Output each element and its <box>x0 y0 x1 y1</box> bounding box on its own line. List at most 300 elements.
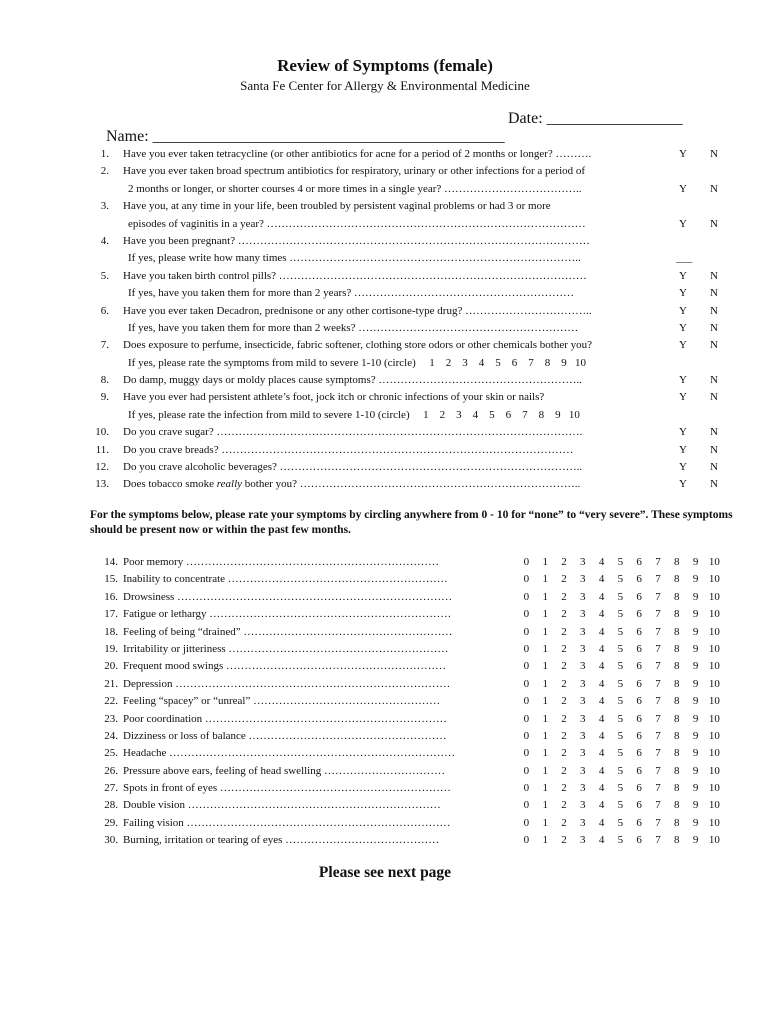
symptom-row <box>0 797 770 814</box>
yes-option[interactable]: Y <box>679 461 687 474</box>
symptom-number: 30. <box>104 834 118 847</box>
rating-option[interactable]: 6 <box>636 782 642 795</box>
rating-option[interactable]: 1 <box>542 834 548 847</box>
rating-option[interactable]: 9 <box>692 834 699 847</box>
scale-option[interactable]: 7 <box>522 408 528 421</box>
rating-option[interactable]: 0 <box>523 799 530 812</box>
rating-option[interactable]: 6 <box>636 712 642 725</box>
rating-option[interactable]: 1 <box>542 677 548 690</box>
rating-option[interactable]: 8 <box>674 712 680 725</box>
rating-option[interactable]: 0 <box>523 834 530 847</box>
rating-option[interactable]: 0 <box>523 764 530 777</box>
rating-option[interactable]: 3 <box>580 695 586 708</box>
rating-option[interactable]: 9 <box>692 816 699 829</box>
rating-option[interactable]: 7 <box>655 677 661 690</box>
rating-option[interactable]: 8 <box>674 695 680 708</box>
rating-option[interactable]: 9 <box>692 712 699 725</box>
question-text: Does exposure to perfume, insecticide, fabric softener, clothing store odors or other chemicals bother you? <box>123 339 593 352</box>
rating-option[interactable]: 8 <box>674 782 680 795</box>
rating-option[interactable]: 9 <box>692 625 699 638</box>
yes-option[interactable]: Y <box>679 478 687 491</box>
rating-option[interactable]: 2 <box>561 799 567 812</box>
rating-option[interactable]: 9 <box>692 695 699 708</box>
rating-option[interactable]: 10 <box>708 764 720 777</box>
rating-option[interactable]: 8 <box>674 556 680 568</box>
rating-option[interactable]: 3 <box>580 660 586 673</box>
scale-option[interactable]: 1 <box>423 408 429 421</box>
question-text: Have you ever had persistent athlete’s foot, jock itch or chronic infections of your skin or nails? <box>123 391 545 404</box>
rating-option[interactable]: 0 <box>523 660 530 673</box>
rating-option[interactable]: 5 <box>617 695 624 708</box>
symptom-text: Drowsiness ………………………………………………………………… <box>123 590 453 603</box>
symptom-number: 16. <box>104 590 118 603</box>
rating-option[interactable]: 6 <box>636 677 642 690</box>
rating-option[interactable]: 0 <box>523 590 530 603</box>
rating-option[interactable]: 1 <box>542 712 548 725</box>
rating-option[interactable]: 1 <box>542 799 548 812</box>
question-number: 13. <box>95 478 109 491</box>
rating-option[interactable]: 7 <box>655 590 661 603</box>
question-text: Have you ever taken broad spectrum antibiotics for respiratory, urinary or other infections for a period of <box>123 165 586 178</box>
rating-option[interactable]: 8 <box>674 590 680 603</box>
rating-option[interactable]: 4 <box>598 556 605 568</box>
rating-option[interactable]: 2 <box>561 677 567 690</box>
no-option[interactable]: N <box>710 426 718 439</box>
question-text: Have you, at any time in your life, been troubled by persistent vaginal problems or had 3 or more <box>123 200 551 213</box>
rating-option[interactable]: 10 <box>708 573 720 586</box>
rating-option[interactable]: 3 <box>580 642 586 655</box>
rating-option[interactable]: 9 <box>692 608 699 621</box>
no-option[interactable]: N <box>710 304 718 317</box>
yes-option[interactable]: Y <box>679 339 687 352</box>
rating-option[interactable]: 7 <box>655 573 661 586</box>
no-option[interactable]: N <box>710 321 718 334</box>
question-text: If yes, have you taken them for more than 2 years? …………………………………………………… <box>128 287 575 300</box>
rating-option[interactable]: 10 <box>708 625 720 638</box>
yes-option[interactable]: Y <box>679 269 687 282</box>
question-number: 5. <box>100 269 109 282</box>
symptom-rating-scale <box>517 711 724 728</box>
rating-option[interactable]: 3 <box>580 590 586 603</box>
rating-option[interactable]: 10 <box>708 799 720 812</box>
rating-option[interactable]: 6 <box>636 695 642 708</box>
scale-option[interactable]: 5 <box>495 356 501 369</box>
rating-option[interactable]: 6 <box>636 556 642 568</box>
rating-option[interactable]: 0 <box>523 816 530 829</box>
rating-option[interactable]: 9 <box>692 556 699 568</box>
rating-option[interactable]: 4 <box>598 625 605 638</box>
no-option[interactable]: N <box>710 374 718 387</box>
form-title: Review of Symptoms (female) <box>277 56 493 75</box>
rating-option[interactable]: 6 <box>636 590 642 603</box>
yes-option[interactable]: Y <box>679 287 687 300</box>
rating-option[interactable]: 8 <box>674 573 680 586</box>
rating-option[interactable]: 7 <box>655 660 661 673</box>
rating-option[interactable]: 9 <box>692 642 699 655</box>
rating-option[interactable]: 3 <box>580 747 586 760</box>
no-option[interactable]: N <box>710 182 718 195</box>
rating-option[interactable]: 4 <box>598 782 605 795</box>
rating-option[interactable]: 1 <box>542 642 548 655</box>
scale-option[interactable]: 6 <box>505 408 512 421</box>
rating-option[interactable]: 2 <box>561 834 567 847</box>
rating-option[interactable]: 3 <box>580 556 586 568</box>
rating-option[interactable]: 4 <box>598 573 605 586</box>
yes-option[interactable]: Y <box>679 426 687 439</box>
question-row <box>0 250 770 267</box>
rating-option[interactable]: 7 <box>655 782 661 795</box>
rating-option[interactable]: 5 <box>617 573 624 586</box>
rating-option[interactable]: 9 <box>692 677 699 690</box>
scale-option[interactable]: 3 <box>462 356 468 369</box>
question-text: Have you ever taken Decadron, prednisone or any other cortisone-type drug? …………………………….. <box>123 304 592 317</box>
no-option[interactable]: N <box>710 148 718 160</box>
yes-option[interactable]: Y <box>679 304 687 317</box>
scale-option[interactable]: 9 <box>561 356 567 369</box>
symptom-row <box>0 693 770 710</box>
symptom-text: Depression ………………………………………………………………… <box>123 677 451 690</box>
rating-option[interactable]: 0 <box>523 747 530 760</box>
rating-option[interactable]: 10 <box>708 677 720 690</box>
yes-option[interactable]: Y <box>679 443 687 456</box>
rating-option[interactable]: 10 <box>708 556 720 568</box>
question-row <box>0 303 770 320</box>
symptom-row <box>0 728 770 745</box>
no-option[interactable]: N <box>710 339 718 352</box>
rating-option[interactable]: 1 <box>542 729 548 742</box>
rating-option[interactable]: 8 <box>674 625 680 638</box>
rating-option[interactable]: 8 <box>674 799 680 812</box>
rating-option[interactable]: 7 <box>655 799 661 812</box>
scale-option[interactable]: 2 <box>439 408 446 421</box>
symptom-number: 22. <box>104 695 118 708</box>
rating-option[interactable]: 0 <box>523 608 530 621</box>
rating-option[interactable]: 4 <box>598 764 605 777</box>
rating-option[interactable]: 10 <box>708 590 720 603</box>
rating-option[interactable]: 0 <box>523 642 530 655</box>
rating-option[interactable]: 10 <box>708 834 720 847</box>
symptom-row <box>0 676 770 693</box>
question-row <box>0 268 770 285</box>
yes-option[interactable]: Y <box>679 321 687 334</box>
rating-option[interactable]: 10 <box>708 816 720 829</box>
rating-option[interactable]: 7 <box>655 764 661 777</box>
scale-option[interactable]: 6 <box>511 356 518 369</box>
scale-option[interactable]: 7 <box>528 356 534 369</box>
question-text: Do you crave sugar? ………………………………………………………………………………………. <box>123 426 583 439</box>
question-number: 9. <box>100 391 109 404</box>
rating-option[interactable]: 4 <box>598 695 605 708</box>
rating-option[interactable]: 1 <box>542 608 548 621</box>
scale-option[interactable]: 4 <box>472 408 479 421</box>
rating-option[interactable]: 5 <box>617 834 624 847</box>
rating-option[interactable]: 4 <box>598 660 605 673</box>
scale-option[interactable]: 10 <box>568 408 580 421</box>
rating-option[interactable]: 1 <box>542 660 548 673</box>
rating-option[interactable]: 5 <box>617 764 624 777</box>
rating-option[interactable]: 8 <box>674 677 680 690</box>
question-number: 12. <box>95 461 109 474</box>
rating-option[interactable]: 10 <box>708 747 720 760</box>
rating-option[interactable]: 9 <box>692 799 699 812</box>
rating-option[interactable]: 2 <box>561 712 567 725</box>
rating-option[interactable]: 6 <box>636 729 642 742</box>
rating-option[interactable]: 0 <box>523 556 530 568</box>
rating-option[interactable]: 10 <box>708 642 720 655</box>
rating-option[interactable]: 5 <box>617 642 624 655</box>
rating-option[interactable]: 7 <box>655 642 661 655</box>
rating-option[interactable]: 3 <box>580 729 586 742</box>
scale-option[interactable]: 1 <box>429 356 435 369</box>
question-row <box>0 424 770 441</box>
rating-option[interactable]: 5 <box>617 556 624 568</box>
rating-option[interactable]: 2 <box>561 642 567 655</box>
rating-option[interactable]: 4 <box>598 590 605 603</box>
rating-option[interactable]: 2 <box>561 556 567 568</box>
rating-option[interactable]: 3 <box>580 712 586 725</box>
question-row <box>0 216 770 233</box>
rating-option[interactable]: 5 <box>617 816 624 829</box>
rating-option[interactable]: 3 <box>580 677 586 690</box>
scale-option[interactable]: 10 <box>575 356 586 369</box>
rating-option[interactable]: 4 <box>598 608 605 621</box>
scale-option[interactable]: 8 <box>544 356 551 369</box>
rating-option[interactable]: 3 <box>580 625 586 638</box>
rating-option[interactable]: 3 <box>580 782 586 795</box>
rating-option[interactable]: 2 <box>561 625 567 638</box>
rating-option[interactable]: 1 <box>542 695 548 708</box>
symptom-list <box>0 554 770 850</box>
no-option[interactable]: N <box>710 461 718 474</box>
rating-option[interactable]: 5 <box>617 677 624 690</box>
symptom-number: 19. <box>104 642 118 655</box>
symptom-number: 14. <box>104 556 118 568</box>
rating-option[interactable]: 10 <box>708 712 720 725</box>
question-row <box>0 442 770 459</box>
question-text: If yes, please rate the symptoms from mild to severe 1-10 (circle) 1 2 3 4 5 6 7 8 9 10 <box>128 355 661 372</box>
no-option[interactable]: N <box>710 287 718 300</box>
rating-option[interactable]: 7 <box>655 834 661 847</box>
scale-option[interactable]: 3 <box>456 408 462 421</box>
rating-option[interactable]: 1 <box>542 573 548 586</box>
rating-option[interactable]: 9 <box>692 573 699 586</box>
scale-option[interactable]: 8 <box>538 408 545 421</box>
rating-option[interactable]: 6 <box>636 834 642 847</box>
symptom-rating-scale <box>517 624 724 641</box>
no-option[interactable]: N <box>710 478 718 491</box>
symptom-text: Headache …………………………………………………………………… <box>123 747 456 760</box>
question-number: 7. <box>100 339 109 352</box>
rating-option[interactable]: 8 <box>674 729 680 742</box>
rating-option[interactable]: 6 <box>636 816 642 829</box>
rating-option[interactable]: 6 <box>636 660 642 673</box>
question-text: Does tobacco smoke really bother you? ………………………………………………………………….. <box>123 478 581 491</box>
rating-option[interactable]: 4 <box>598 834 605 847</box>
symptom-number: 23. <box>104 712 118 725</box>
question-row <box>0 337 770 354</box>
scale-option[interactable]: 5 <box>489 408 495 421</box>
yes-option[interactable]: Y <box>679 182 687 195</box>
rating-option[interactable]: 6 <box>636 625 642 638</box>
rating-option[interactable]: 5 <box>617 729 624 742</box>
symptom-number: 17. <box>104 608 118 621</box>
rating-option[interactable]: 8 <box>674 642 680 655</box>
date-field[interactable]: Date: _________________ <box>508 110 683 127</box>
rating-option[interactable]: 1 <box>542 625 548 638</box>
rating-option[interactable]: 2 <box>561 660 567 673</box>
rating-option[interactable]: 7 <box>655 747 661 760</box>
no-option[interactable]: N <box>710 269 718 282</box>
rating-option[interactable]: 4 <box>598 729 605 742</box>
rating-option[interactable]: 8 <box>674 660 680 673</box>
rating-option[interactable]: 3 <box>580 834 586 847</box>
rating-option[interactable]: 2 <box>561 608 567 621</box>
symptom-rating-scale <box>517 815 724 832</box>
symptom-text: Poor coordination ………………………………………………………… <box>123 712 447 725</box>
rating-option[interactable]: 7 <box>655 816 661 829</box>
rating-option[interactable]: 5 <box>617 712 624 725</box>
rating-option[interactable]: 4 <box>598 712 605 725</box>
rating-option[interactable]: 4 <box>598 677 605 690</box>
symptom-number: 18. <box>104 625 118 638</box>
question-number: 8. <box>100 374 109 387</box>
symptom-rating-scale <box>517 745 724 762</box>
rating-option[interactable]: 6 <box>636 573 642 586</box>
rating-option[interactable]: 0 <box>523 729 530 742</box>
yes-option[interactable]: Y <box>679 217 687 230</box>
rating-option[interactable]: 10 <box>708 608 720 621</box>
scale-option[interactable]: 9 <box>555 408 561 421</box>
rating-option[interactable]: 3 <box>580 764 586 777</box>
no-option[interactable]: N <box>710 391 718 404</box>
rating-option[interactable]: 9 <box>692 764 699 777</box>
name-field[interactable]: Name: ____________________________________________ <box>106 128 505 145</box>
rating-option[interactable]: 3 <box>580 799 586 812</box>
rating-option[interactable]: 0 <box>523 677 530 690</box>
rating-option[interactable]: 7 <box>655 729 661 742</box>
rating-option[interactable]: 0 <box>523 573 530 586</box>
rating-option[interactable]: 4 <box>598 747 605 760</box>
rating-option[interactable]: 1 <box>542 590 548 603</box>
rating-option[interactable]: 8 <box>674 834 680 847</box>
rating-option[interactable]: 2 <box>561 764 567 777</box>
rating-option[interactable]: 5 <box>617 782 624 795</box>
rating-option[interactable]: 10 <box>708 660 720 673</box>
symptom-text: Feeling of being “drained” ………………………………………………… <box>123 625 453 638</box>
rating-option[interactable]: 10 <box>708 782 720 795</box>
rating-option[interactable]: 7 <box>655 712 661 725</box>
question-row <box>0 198 770 215</box>
rating-option[interactable]: 4 <box>598 816 605 829</box>
rating-option[interactable]: 8 <box>674 608 680 621</box>
rating-option[interactable]: 3 <box>580 608 586 621</box>
symptom-row <box>0 815 770 832</box>
scale-option[interactable]: 4 <box>478 356 485 369</box>
rating-option[interactable]: 5 <box>617 747 624 760</box>
rating-option[interactable]: 2 <box>561 782 567 795</box>
rating-option[interactable]: 5 <box>617 660 624 673</box>
rating-option[interactable]: 9 <box>692 782 699 795</box>
scale-option[interactable]: 2 <box>445 356 452 369</box>
rating-option[interactable]: 9 <box>692 660 699 673</box>
symptom-rating-scale <box>517 571 724 588</box>
rating-option[interactable]: 0 <box>523 625 530 638</box>
rating-option[interactable]: 7 <box>655 556 661 568</box>
rating-option[interactable]: 1 <box>542 764 548 777</box>
rating-option[interactable]: 5 <box>617 625 624 638</box>
rating-option[interactable]: 6 <box>636 747 642 760</box>
question-text: Have you been pregnant? …………………………………………………………………………………… <box>123 234 590 247</box>
rating-option[interactable]: 1 <box>542 816 548 829</box>
rating-option[interactable]: 2 <box>561 695 567 708</box>
rating-option[interactable]: 6 <box>636 764 642 777</box>
rating-option[interactable]: 6 <box>636 799 642 812</box>
symptom-row <box>0 780 770 797</box>
rating-option[interactable]: 7 <box>655 625 661 638</box>
symptom-number: 26. <box>104 764 118 777</box>
yes-option[interactable]: Y <box>679 391 687 404</box>
yes-option[interactable]: Y <box>679 148 687 160</box>
rating-option[interactable]: 1 <box>542 747 548 760</box>
symptom-row <box>0 554 770 571</box>
no-option[interactable]: N <box>710 443 718 456</box>
rating-option[interactable]: 1 <box>542 556 548 568</box>
rating-option[interactable]: 6 <box>636 642 642 655</box>
rating-option[interactable]: 2 <box>561 590 567 603</box>
rating-option[interactable]: 8 <box>674 816 680 829</box>
severity-scale[interactable] <box>418 409 583 421</box>
rating-option[interactable]: 8 <box>674 747 680 760</box>
rating-option[interactable]: 2 <box>561 729 567 742</box>
rating-option[interactable]: 10 <box>708 695 720 708</box>
rating-option[interactable]: 6 <box>636 608 642 621</box>
question-text: Have you taken birth control pills? ………………………………………………………………………… <box>123 269 587 282</box>
rating-option[interactable]: 8 <box>674 764 680 777</box>
question-number: 3. <box>100 200 109 213</box>
rating-option[interactable]: 0 <box>523 695 530 708</box>
question-text: Do you crave alcoholic beverages? ……………………………………………………………………….. <box>123 461 583 474</box>
rating-option[interactable]: 2 <box>561 816 567 829</box>
rating-option[interactable]: 0 <box>523 712 530 725</box>
severity-scale[interactable] <box>424 357 589 369</box>
question-text: 2 months or longer, or shorter courses 4 or more times in a single year? ……………………………….. <box>128 182 582 195</box>
rating-option[interactable]: 4 <box>598 642 605 655</box>
rating-option[interactable]: 2 <box>561 747 567 760</box>
no-option[interactable]: N <box>710 217 718 230</box>
rating-option[interactable]: 9 <box>692 729 699 742</box>
symptom-row <box>0 624 770 641</box>
yes-option[interactable]: Y <box>679 374 687 387</box>
rating-option[interactable]: 3 <box>580 816 586 829</box>
rating-option[interactable]: 4 <box>598 799 605 812</box>
rating-option[interactable]: 7 <box>655 695 661 708</box>
symptom-row <box>0 571 770 588</box>
count-blank[interactable]: ___ <box>676 252 693 265</box>
rating-option[interactable]: 5 <box>617 590 624 603</box>
symptom-rating-scale <box>517 763 724 780</box>
rating-option[interactable]: 10 <box>708 729 720 742</box>
rating-option[interactable]: 1 <box>542 782 548 795</box>
rating-option[interactable]: 9 <box>692 590 699 603</box>
rating-option[interactable]: 5 <box>617 608 624 621</box>
rating-option[interactable]: 5 <box>617 799 624 812</box>
rating-option[interactable]: 9 <box>692 747 699 760</box>
question-row <box>0 407 770 424</box>
rating-option[interactable]: 2 <box>561 573 567 586</box>
rating-option[interactable]: 7 <box>655 608 661 621</box>
rating-option[interactable]: 0 <box>523 782 530 795</box>
rating-option[interactable]: 3 <box>580 573 586 586</box>
